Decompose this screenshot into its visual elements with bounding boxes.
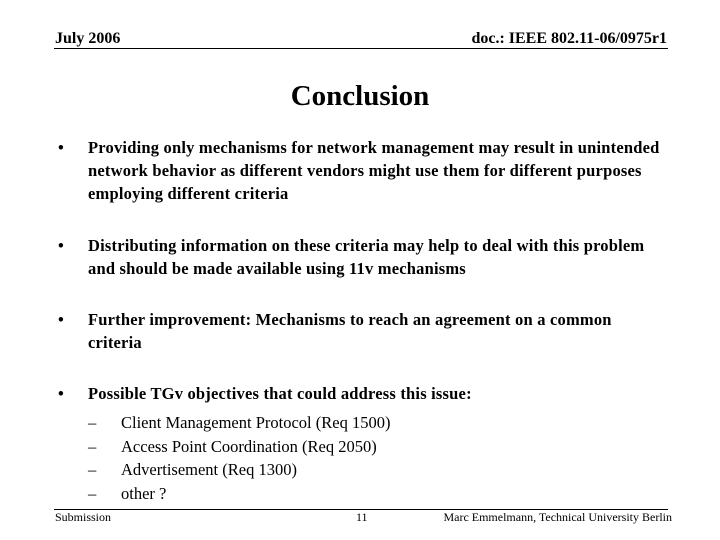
sub-bullet-text: Advertisement (Req 1300) bbox=[121, 460, 297, 479]
dash-glyph: – bbox=[88, 413, 97, 432]
bullet-text: Possible TGv objectives that could address this issue: bbox=[88, 384, 472, 403]
dash-glyph: – bbox=[88, 460, 97, 479]
sub-bullet-item bbox=[88, 482, 668, 506]
header-doc-id: doc.: IEEE 802.11-06/0975r1 bbox=[471, 30, 667, 47]
bullet-item bbox=[58, 308, 668, 354]
footer-author: Marc Emmelmann, Technical University Berlin bbox=[443, 510, 672, 524]
slide-title: Conclusion bbox=[290, 80, 430, 112]
bullet-text: Further improvement: Mechanisms to reach an agreement on a common criteria bbox=[88, 310, 612, 352]
bullet-text: Providing only mechanisms for network management may result in unintended network behavior as different vendors might use them for different purposes employing different criteria bbox=[88, 138, 660, 203]
bullet-item bbox=[58, 382, 668, 505]
sub-bullet-list bbox=[88, 411, 668, 505]
footer-submission: Submission bbox=[55, 510, 112, 524]
bullet-text: Distributing information on these criteria may help to deal with this problem and should be made available using 11v mechanisms bbox=[88, 236, 645, 278]
header-date: July 2006 bbox=[55, 30, 121, 47]
sub-bullet-text: Client Management Protocol (Req 1500) bbox=[121, 413, 391, 432]
dash-glyph: – bbox=[88, 436, 97, 456]
bullet-item bbox=[58, 136, 668, 205]
header-divider bbox=[54, 48, 668, 49]
sub-bullet-item bbox=[88, 458, 668, 482]
sub-bullet-text: Access Point Coordination (Req 2050) bbox=[121, 436, 377, 456]
bullet-glyph: • bbox=[58, 310, 64, 329]
bullet-list bbox=[58, 136, 668, 505]
sub-bullet-text: other ? bbox=[121, 483, 167, 503]
sub-bullet-item bbox=[88, 411, 668, 435]
bullet-glyph: • bbox=[58, 384, 64, 403]
footer-page-number: 11 bbox=[356, 510, 368, 524]
bullet-glyph: • bbox=[58, 236, 64, 255]
bullet-item bbox=[58, 234, 668, 280]
sub-bullet-item bbox=[88, 435, 668, 459]
bullet-glyph: • bbox=[58, 138, 64, 157]
dash-glyph: – bbox=[88, 483, 97, 503]
